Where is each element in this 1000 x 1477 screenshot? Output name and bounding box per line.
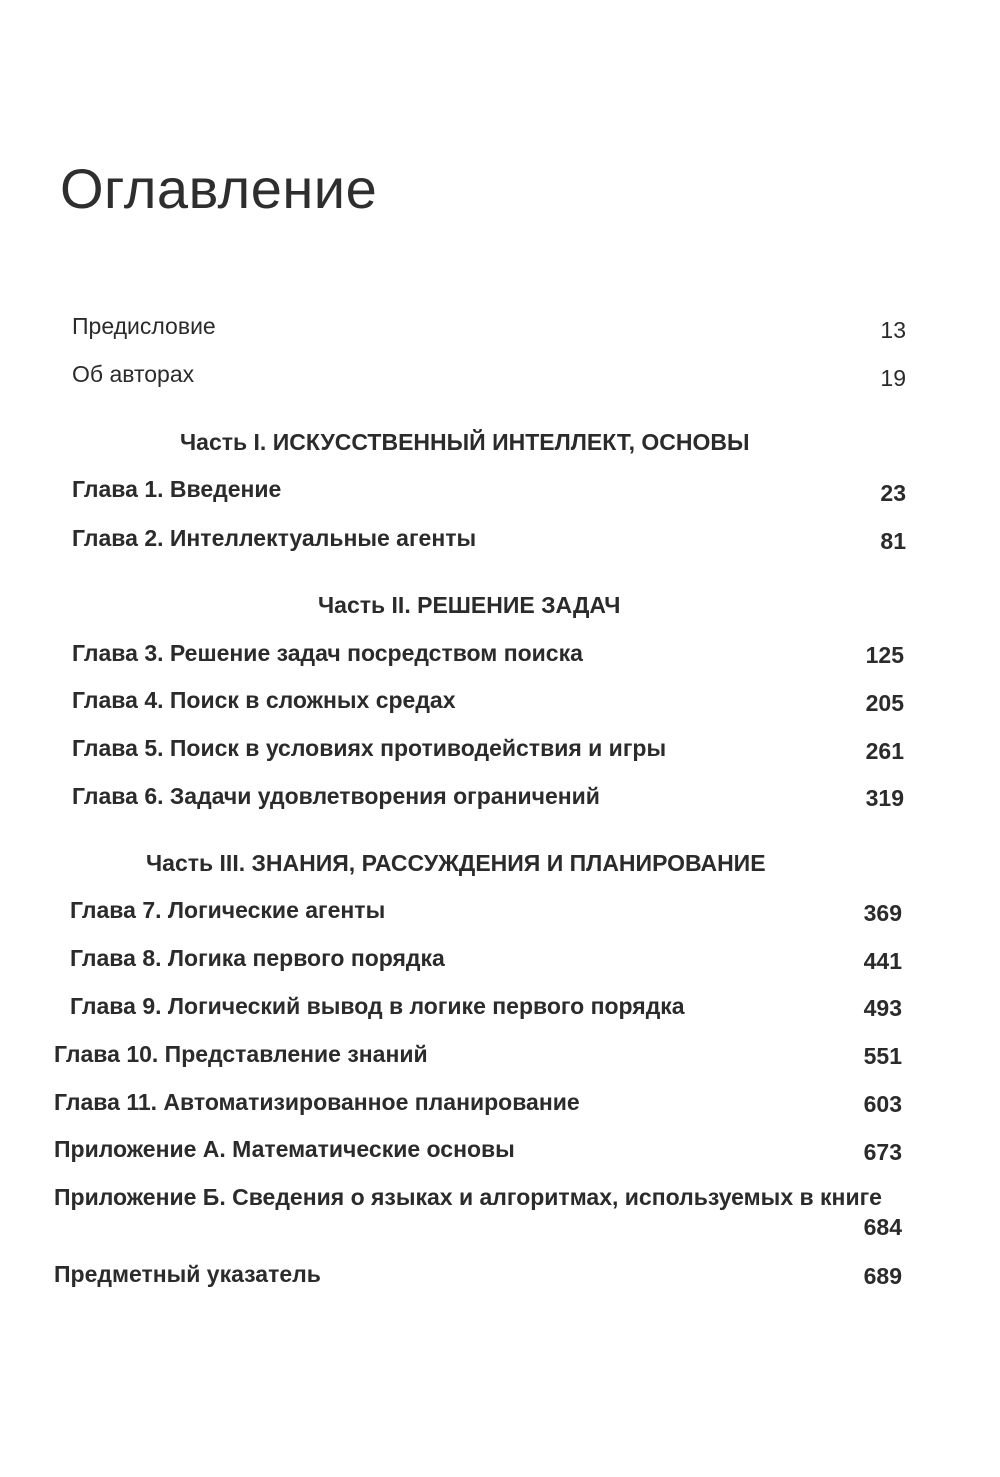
- toc-entry-label: Предисловие: [72, 313, 216, 339]
- toc-page-number: 689: [863, 1263, 902, 1289]
- toc-entry-label-line-2: используемых в книге: [624, 1184, 882, 1210]
- toc-entry-appendix-b[interactable]: [54, 1182, 882, 1212]
- toc-page-number: 261: [865, 738, 904, 764]
- toc-entry-chapter-7[interactable]: [70, 895, 385, 925]
- toc-entry-label: Глава 8. Логика первого порядка: [70, 945, 445, 971]
- page-title: Оглавление: [60, 157, 378, 220]
- toc-entry-chapter-8[interactable]: [70, 943, 445, 973]
- toc-page-number: 205: [865, 690, 904, 716]
- toc-page-number: 23: [880, 480, 906, 506]
- toc-entry-chapter-6[interactable]: [72, 781, 600, 811]
- toc-entry-about-authors[interactable]: [72, 359, 194, 389]
- toc-entry-chapter-11[interactable]: [54, 1087, 580, 1117]
- toc-entry-label: Глава 5. Поиск в условиях противодействия и игры: [72, 735, 667, 761]
- toc-entry-appendix-a[interactable]: [54, 1134, 515, 1164]
- toc-entry-chapter-2[interactable]: [72, 523, 476, 553]
- toc-page-number: 603: [863, 1091, 902, 1117]
- toc-entry-subject-index[interactable]: [54, 1259, 321, 1289]
- toc-page-number: 551: [863, 1043, 902, 1069]
- toc-page-number: 19: [880, 365, 906, 391]
- toc-page-number: 125: [865, 642, 904, 668]
- toc-entry-label: Глава 3. Решение задач посредством поиска: [72, 640, 583, 666]
- toc-page-number: 369: [863, 900, 902, 926]
- toc-page-number: 81: [880, 528, 906, 554]
- toc-entry-label: Глава 6. Задачи удовлетворения ограничений: [72, 783, 600, 809]
- toc-page-number: 673: [863, 1139, 902, 1165]
- toc-page-number: 13: [880, 317, 906, 343]
- toc-entry-label: Глава 1. Введение: [72, 476, 282, 502]
- toc-entry-label: Глава 9. Логический вывод в логике первого порядка: [70, 993, 685, 1019]
- toc-entry-label: Об авторах: [72, 361, 195, 387]
- toc-page-number: 493: [863, 995, 902, 1021]
- toc-entry-label: Предметный указатель: [54, 1261, 321, 1287]
- toc-entry-label: Приложение А. Математические основы: [54, 1136, 515, 1162]
- toc-entry-chapter-9[interactable]: [70, 991, 685, 1021]
- toc-entry-chapter-5[interactable]: [72, 733, 666, 763]
- toc-entry-label: Глава 2. Интеллектуальные агенты: [72, 525, 477, 551]
- toc-entry-label: Глава 11. Автоматизированное планирование: [54, 1089, 580, 1115]
- part-heading: Часть III. ЗНАНИЯ, РАССУЖДЕНИЯ И ПЛАНИРОВАНИЕ: [146, 850, 766, 876]
- part-heading: Часть II. РЕШЕНИЕ ЗАДАЧ: [318, 592, 621, 618]
- toc-entry-chapter-3[interactable]: [72, 638, 583, 668]
- toc-entry-label-line-1: Приложение Б. Сведения о языках и алгоритмах,: [54, 1184, 619, 1210]
- toc-entry-label: Глава 10. Представление знаний: [54, 1041, 428, 1067]
- toc-entry-label: Глава 7. Логические агенты: [70, 897, 386, 923]
- toc-page-number: 441: [863, 948, 902, 974]
- toc-entry-chapter-4[interactable]: [72, 685, 456, 715]
- toc-page-number: 684: [863, 1214, 902, 1240]
- part-heading: Часть I. ИСКУССТВЕННЫЙ ИНТЕЛЛЕКТ, ОСНОВЫ: [180, 429, 750, 455]
- toc-page-number: 319: [865, 785, 904, 811]
- toc-entry-label: Глава 4. Поиск в сложных средах: [72, 687, 456, 713]
- toc-entry-chapter-10[interactable]: [54, 1039, 428, 1069]
- toc-entry-chapter-1[interactable]: [72, 474, 281, 504]
- toc-entry-preface[interactable]: [72, 311, 216, 341]
